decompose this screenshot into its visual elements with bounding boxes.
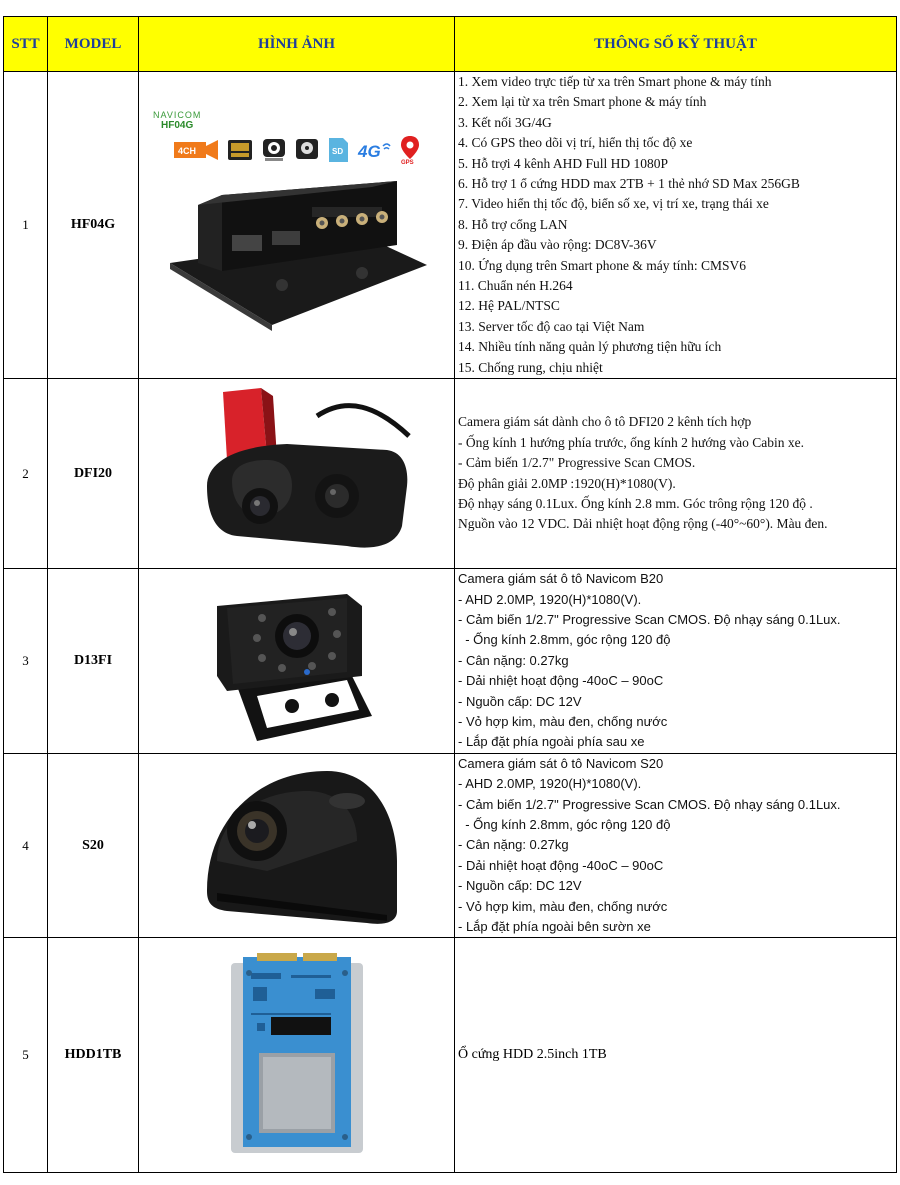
table-row (4, 753, 897, 938)
gps-icon (399, 135, 421, 165)
table-row (4, 379, 897, 569)
navicom-logo: NAVICOM (153, 110, 202, 121)
spec-line: - Nguồn cấp: DC 12V (458, 693, 582, 709)
spec-line: - Cảm biến 1/2.7" Progressive Scan CMOS. (458, 455, 696, 471)
svg-text:SD: SD (331, 147, 343, 157)
spec-line: 4. Có GPS theo dõi vị trí, hiển thị tốc độ xe (458, 135, 693, 151)
spec-line: 11. Chuẩn nén H.264 (458, 278, 573, 294)
cmsv6-app-icon (261, 138, 287, 162)
hdd-icon (295, 138, 319, 162)
spec-line: - AHD 2.0MP, 1920(H)*1080(V). (458, 591, 642, 607)
header-model: MODEL (48, 17, 139, 72)
header-row (4, 17, 897, 72)
spec-line: 12. Hệ PAL/NTSC (458, 298, 560, 314)
navicom-model-label: HF04G (161, 120, 194, 132)
table-row (4, 569, 897, 754)
spec-line: 13. Server tốc độ cao tại Việt Nam (458, 318, 645, 334)
row-specs (455, 569, 897, 754)
spec-line: - Dải nhiệt hoạt động -40oC – 90oC (458, 857, 664, 873)
row-image (139, 753, 455, 938)
spec-line: - Ống kính 2.8mm, góc rộng 120 độ (458, 816, 671, 832)
row-model: D13FI (48, 569, 139, 754)
spec-list (458, 72, 893, 378)
spec-line: - Nguồn cấp: DC 12V (458, 878, 582, 894)
spec-line: - Vỏ hợp kim, màu đen, chống nước (458, 713, 668, 729)
camera-4ch-icon (173, 138, 219, 162)
spec-line: - Cân nặng: 0.27kg (458, 837, 569, 853)
spec-line: Camera giám sát dành cho ô tô DFI20 2 kênh tích hợp (458, 414, 752, 430)
spec-line: - AHD 2.0MP, 1920(H)*1080(V). (458, 776, 642, 792)
spec-line: - Lắp đặt phía ngoài phía sau xe (458, 734, 645, 750)
row-image (139, 72, 455, 379)
spec-line: - Cảm biến 1/2.7" Progressive Scan CMOS. Độ nhạy sáng 0.1Lux. (458, 796, 841, 812)
row-specs (455, 72, 897, 379)
spec-line: - Ống kính 2.8mm, góc rộng 120 độ (458, 632, 671, 648)
feature-badges (139, 135, 454, 165)
spec-line: - Cảm biến 1/2.7" Progressive Scan CMOS. Độ nhạy sáng 0.1Lux. (458, 611, 841, 627)
spec-line: 15. Chống rung, chịu nhiệt (458, 359, 603, 375)
svg-text:4G: 4G (357, 142, 381, 162)
table-row (4, 938, 897, 1173)
row-image (139, 569, 455, 754)
full-hd-icon (227, 139, 253, 161)
spec-line: 8. Hỗ trợ cổng LAN (458, 216, 568, 232)
spec-line: 1. Xem video trực tiếp từ xa trên Smart phone & máy tính (458, 74, 772, 89)
row-image (139, 379, 455, 569)
row-model: HF04G (48, 72, 139, 379)
row-specs (455, 753, 897, 938)
spec-line: 2. Xem lại từ xa trên Smart phone & máy tính (458, 94, 707, 110)
spec-line: 14. Nhiều tính năng quản lý phương tiện hữu ích (458, 339, 722, 355)
sd-card-icon (327, 137, 349, 163)
header-image: HÌNH ẢNH (139, 17, 455, 72)
row-model: S20 (48, 753, 139, 938)
row-model: DFI20 (48, 379, 139, 569)
row-stt: 4 (4, 753, 48, 938)
badge-4ch: 4CH (177, 146, 196, 157)
spec-line: 5. Hỗ trợi 4 kênh AHD Full HD 1080P (458, 155, 669, 171)
spec-line: - Dải nhiệt hoạt động -40oC – 90oC (458, 673, 664, 689)
spec-line: Camera giám sát ô tô Navicom S20 (458, 755, 664, 771)
table-row (4, 72, 897, 379)
spec-list (458, 412, 893, 534)
spec-line: - Cân nặng: 0.27kg (458, 652, 569, 668)
spec-line: Độ nhạy sáng 0.1Lux. Ống kính 2.8 mm. Góc trông rộng 120 độ . (458, 496, 813, 511)
hard-drive-image (227, 953, 367, 1158)
spec-text: Ổ cứng HDD 2.5inch 1TB (458, 1047, 607, 1063)
spec-line: Nguồn vào 12 VDC. Dải nhiệt hoạt động rộng (-40°~60°). Màu đen. (458, 516, 828, 532)
header-stt: STT (4, 17, 48, 72)
4g-icon (357, 138, 391, 162)
dvr-recorder-image (162, 175, 432, 340)
spec-line: - Lắp đặt phía ngoài bên sườn xe (458, 919, 651, 934)
spec-line: 9. Điện áp đầu vào rộng: DC8V-36V (458, 237, 657, 253)
header-specs: THÔNG SỐ KỸ THUẬT (455, 17, 897, 72)
spec-list (458, 569, 893, 753)
spec-line: 6. Hỗ trợ 1 ổ cứng HDD max 2TB + 1 thẻ nhớ SD Max 256GB (458, 176, 800, 192)
spec-line: Độ phân giải 2.0MP :1920(H)*1080(V). (458, 475, 676, 491)
spec-line: - Vỏ hợp kim, màu đen, chống nước (458, 898, 668, 914)
row-stt: 1 (4, 72, 48, 379)
row-specs (455, 379, 897, 569)
svg-text:GPS: GPS (400, 160, 414, 166)
row-stt: 2 (4, 379, 48, 569)
spec-line: - Ống kính 1 hướng phía trước, ống kính 2 hướng vào Cabin xe. (458, 434, 804, 450)
spec-list (458, 754, 893, 938)
side-camera-image (187, 761, 407, 931)
spec-line: 3. Kết nối 3G/4G (458, 114, 552, 130)
row-model: HDD1TB (48, 938, 139, 1173)
dashcam-image (177, 386, 417, 561)
row-image (139, 938, 455, 1173)
spec-line: 7. Video hiển thị tốc độ, biển số xe, vị trí xe, trạng thái xe (458, 196, 769, 212)
spec-table (3, 16, 897, 1173)
row-stt: 5 (4, 938, 48, 1173)
row-specs (455, 938, 897, 1173)
rear-ir-camera-image (197, 576, 397, 746)
spec-line: Camera giám sát ô tô Navicom B20 (458, 571, 664, 587)
spec-line: 10. Ứng dụng trên Smart phone & máy tính: CMSV6 (458, 257, 746, 273)
row-stt: 3 (4, 569, 48, 754)
